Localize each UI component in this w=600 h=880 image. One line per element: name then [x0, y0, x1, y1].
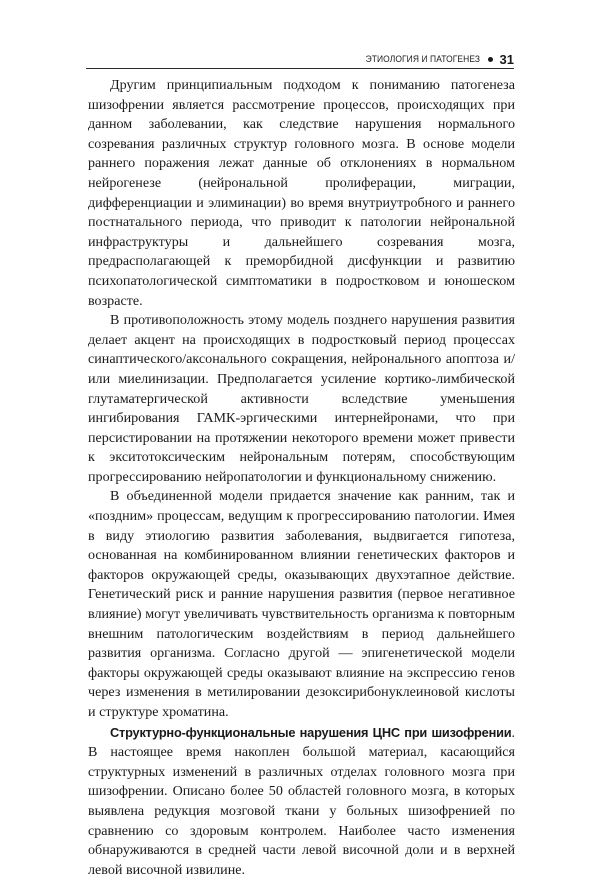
run-in-heading: Структурно-функциональные нарушения ЦНС при шизофрении	[110, 724, 512, 740]
paragraph-4-text: . В настоящее время накоплен большой материал, касающийся структурных изменений в различных отделах головного мозга при шизофрении. Описано более 50 областей головного мозга, в которых выявлена редукция мозговой ткани у больных шизофренией по сравнению со здоровым контролем. Наиболее часто изменения обнаруживаются в средней части левой височной доли и в верхней левой височной извилине.	[88, 724, 515, 878]
paragraph-2: В противоположность этому модель позднего нарушения развития делает акцент на происходящих в подростковый период процессах синаптического/аксонального сокращения, нейронального апоптоза и/или миелинизации. Предполагается усиление кортико-лимбической глутаматергической активности вследствие уменьшения ингибирования ГАМК-эргическими интернейронами, что при персистировании на протяжении некоторого времени может привести к экситотоксическим нейрональным потерям, способствующим прогрессированию нейропатологии и функциональному снижению.	[88, 312, 515, 485]
header-rule	[86, 68, 514, 69]
paragraph-4	[88, 723, 515, 880]
bullet-separator-icon	[488, 57, 493, 62]
body-text	[88, 76, 515, 880]
running-head-section-title: ЭТИОЛОГИЯ И ПАТОГЕНЕЗ	[366, 53, 481, 65]
running-head	[86, 50, 514, 68]
paragraph-3: В объединенной модели придается значение как ранним, так и «поздним» процессам, ведущим к прогрессированию патологии. Имея в виду этиологию развития заболевания, выдвигается гипотеза, основанная на комбинированном влиянии генетических факторов и факторов окружающей среды, оказывающих двухэтапное действие. Генетический риск и ранние нарушения развития (первое негативное влияние) могут увеличивать чувствительность организма к повторным внешним патологическим воздействиям в период дальнейшего развития организма. Согласно другой — эпигенетической модели факторы окружающей среды оказывают влияние на экспрессию генов через изменения в метилировании дезоксирибонуклеиновой кислоты и структуре хроматина.	[88, 488, 515, 720]
page-number: 31	[499, 51, 514, 67]
paragraph-1: Другим принципиальным подходом к пониманию патогенеза шизофрении является рассмотрение процессов, происходящих при данном заболевании, как следствие нарушения нормального созревания различных структур головного мозга. В основе модели раннего поражения лежат данные об отклонениях в нормальном нейрогенезе (нейрональной пролиферации, миграции, дифференциации и элиминации) во время внутриутробного и раннего постнатального периода, что приводит к патологии нейрональной инфраструктуры и дальнейшего созревания мозга, предрасполагающей к преморбидной дисфункции и развитию психопатологической симптоматики в подростковом и юношеском возрасте.	[88, 77, 515, 309]
